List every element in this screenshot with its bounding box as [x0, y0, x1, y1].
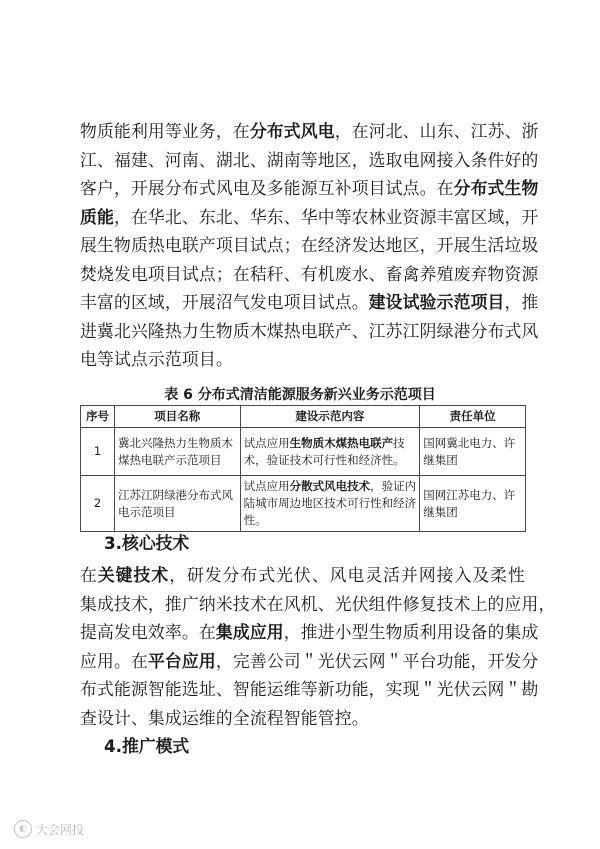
table-row [81, 428, 526, 476]
text-run: 应用。在 [80, 650, 148, 671]
bold-text: 分布式生物 [453, 178, 539, 198]
text-line [80, 260, 539, 289]
text-run: ，验证内陆城市周边地区技术可行性和经济性。 [243, 479, 417, 527]
header-unit: 责任单位 [420, 406, 526, 428]
watermark [14, 820, 84, 838]
text-run: 试点应用 [243, 479, 290, 493]
cell-name: 冀北兴隆热力生物质木煤热电联产示范项目 [114, 428, 240, 476]
weibo-logo-icon: ◐ [14, 820, 32, 838]
text-run: 物质能利用等业务，在 [80, 121, 250, 141]
text-line [80, 288, 539, 317]
table-header-row [81, 406, 526, 428]
text-run: 焚烧发电项目试点；在秸秆、有机废水、畜禽养殖废弃物资源 [80, 263, 539, 284]
cell-no: 1 [81, 428, 115, 476]
text-line [80, 618, 539, 647]
bold-text: 分散式风电技术 [289, 479, 371, 493]
text-run: ，研发分布式光伏、风电灵活并网接入及柔性 [169, 565, 525, 585]
text-line [80, 174, 539, 203]
cell-unit: 国网冀北电力、许继集团 [420, 428, 526, 476]
watermark-text: 大会网投 [36, 822, 85, 837]
section-heading-promotion: 4.推广模式 [104, 736, 190, 756]
table-caption: 表 6 分布式清洁能源服务新兴业务示范项目 [164, 387, 436, 403]
bold-text: 集成应用 [215, 622, 284, 642]
text-run: 在 [80, 565, 98, 585]
text-line [80, 675, 539, 704]
text-run: 技术，验证技术可行性和经济性。 [243, 435, 405, 467]
header-no: 序号 [81, 406, 115, 428]
text-line [80, 647, 539, 676]
text-run: 电等试点示范项目。 [80, 349, 233, 369]
section-heading-core-tech: 3.核心技术 [104, 533, 190, 553]
text-run: 查设计、集成运维的全流程智能管控。 [80, 707, 369, 728]
paragraph-core-tech [80, 561, 556, 732]
cell-content [240, 428, 420, 476]
bold-text: 质能 [80, 206, 114, 227]
text-run: 试点应用 [243, 435, 290, 450]
text-line [80, 561, 525, 590]
bold-text: 生物质木煤热电联产 [289, 435, 394, 450]
cell-name: 江苏江阴绿港分布式风电示范项目 [114, 476, 240, 532]
table-row [81, 476, 526, 532]
bold-text: 关键技术 [97, 565, 170, 585]
header-content: 建设示范内容 [240, 406, 420, 428]
demo-projects-table [80, 405, 526, 532]
text-run: 江、福建、河南、湖北、湖南等地区，选取电网接入条件好的 [80, 149, 539, 170]
text-run: 客户，开展分布式风电及多能源互补项目试点。在 [80, 178, 454, 198]
text-line [80, 117, 539, 146]
cell-content [240, 476, 420, 532]
text-run: 布式能源智能选址、智能运维等新功能，实现＂光伏云网＂勘 [80, 679, 539, 699]
text-run: ，推 [504, 292, 539, 312]
cell-unit: 国网江苏电力、许继集团 [420, 476, 526, 532]
text-run: 提高发电效率。在 [80, 622, 216, 642]
text-line [80, 590, 556, 619]
bold-text: 平台应用 [147, 650, 216, 671]
text-run: ，推进小型生物质利用设备的集成 [283, 622, 539, 642]
text-line [80, 203, 539, 232]
text-run: ，在华北、东北、华东、华中等农林业资源丰富区域，开 [113, 206, 539, 227]
paragraph-distributed-energy [80, 117, 539, 374]
text-line [80, 317, 539, 346]
text-run: 集成技术，推广纳米技术在风机、光伏组件修复技术上的应用， [80, 593, 556, 614]
text-run: 进冀北兴隆热力生物质木煤热电联产、江苏江阴绿港分布式风 [80, 320, 539, 341]
text-line [80, 345, 525, 374]
text-run: ，在河北、山东、江苏、浙 [334, 121, 539, 141]
text-line [80, 704, 525, 733]
bold-text: 建设试验示范项目 [368, 292, 505, 312]
text-run: 展生物质热电联产项目试点；在经济发达地区，开展生活垃圾 [80, 235, 539, 255]
cell-no: 2 [81, 476, 115, 532]
bold-text: 分布式风电 [249, 121, 335, 141]
text-run: 丰富的区域，开展沼气发电项目试点。 [80, 292, 369, 312]
text-run: ，完善公司＂光伏云网＂平台功能，开发分 [215, 650, 539, 671]
text-line [80, 146, 539, 175]
text-line [80, 231, 539, 260]
header-name: 项目名称 [114, 406, 240, 428]
